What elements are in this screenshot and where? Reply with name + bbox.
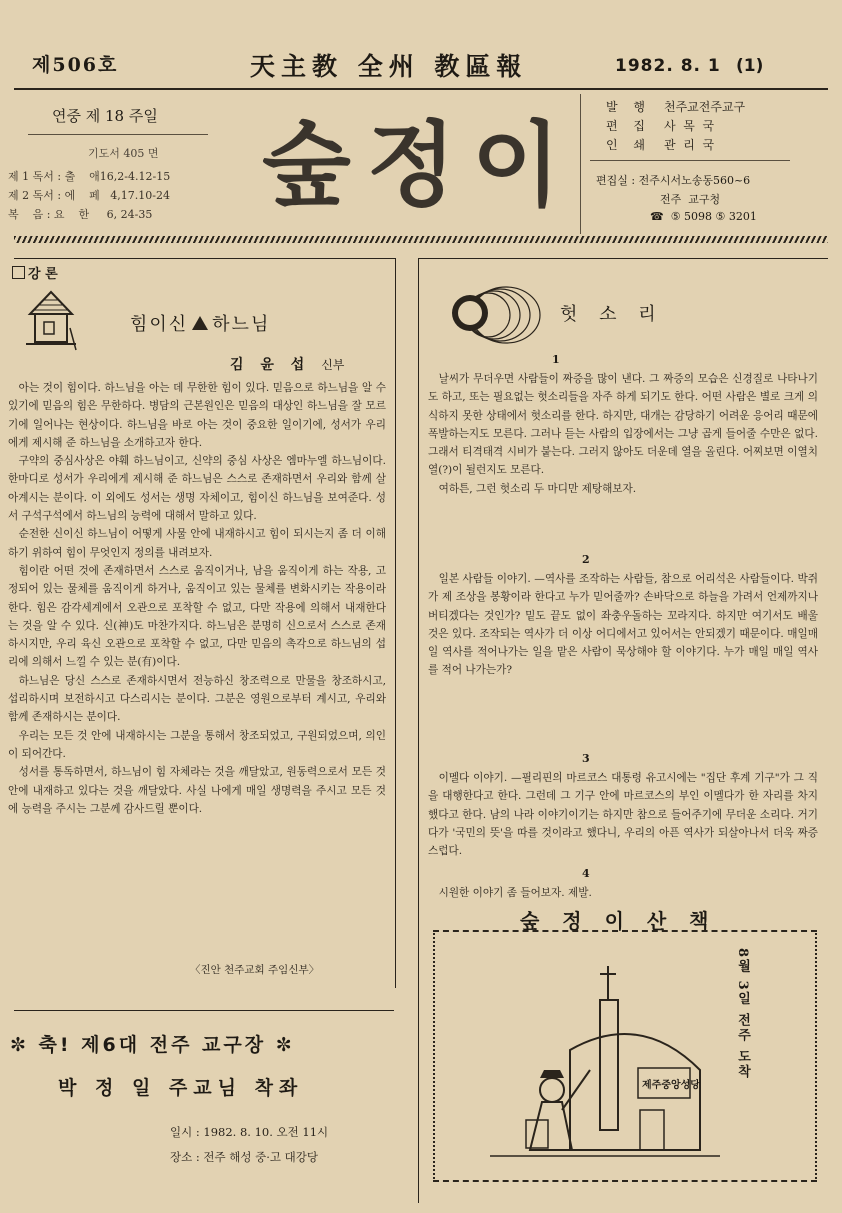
congrats-line-2: 박 정 일 주교님 착좌	[58, 1077, 304, 1099]
column-section-3: 이멜다 이야기. —필리핀의 마르코스 대통령 유고시에는 "집단 후계 기구"가 그 직을 대행한다고 한다. 그런데 그 기구 안에 마르코스의 부인 이멜다가 한 자리를 차지했다고 한다. 남의 나라 이야기이기는 하지만 참으로 들어주기에 무더운 소리다. 거기다가 '국민의 뜻'을 따를 것이라고 했다니, 우리의 아픈 역사가 되살아나서 더욱 짜증스럽다.	[428, 772, 818, 858]
hatched-rule	[14, 236, 828, 243]
reading-gospel: 복 음 : 요 한 6, 24-35	[8, 208, 153, 221]
walk-title: 숲 정 이 산 책	[520, 909, 717, 933]
column-section-2: 일본 사람들 이야기. —역사를 조작하는 사람들, 참으로 어리석은 사람들이다. 박쥐가 제 조상을 봉황이라 한다고 누가 믿어줄까? 손바닥으로 하늘을 가려서 언제까지나 버티겠다는 것인가? 밑도 끝도 없이 좌충우돌하는 꼬라지다. 하지만 여기서도 배울 것은 있다. 조작되는 역사가 더 이상 어디에서고 있어서는 안되겠기 때문이다. 매일매일 역사를 적어나가는 일을 맡은 사람이 묵상해야 할 이야기다. 누가 매일 매일 역사를 적어 나가는가?	[428, 573, 818, 677]
column-paragraph: 여하튼, 그런 헛소리 두 마디만 제탕해보자.	[438, 482, 637, 495]
paper-name: 天主教 全州 教區報	[250, 52, 528, 81]
chapel-illustration-icon	[24, 288, 78, 352]
congrats-date: 일시 : 1982. 8. 10. 오전 11시	[170, 1125, 329, 1139]
publisher-divider	[590, 160, 790, 161]
left-column-rule	[395, 258, 396, 988]
editorial-body: 아는 것이 힘이다. 하느님을 아는 데 무한한 힘이 있다. 믿음으로 하느님을 알 수 있기에 믿음의 힘은 무한하다. 병담의 근본원인은 믿음의 대상인 하느님을 잘 모르기에 일어나는 현상이다. 하느님을 바로 아는 것이 중요한 일이기에, 성서가 우리에게 제시해 준 하느님을 소개하고자 한다. 구약의 중심사상은 야훼 하느님이고, 신약의 중심 사상은 엠마누엘 하느님이다. 한마디로 성서가 우리에게 제시해 준 하느님은 스스로 존재하면서 우리와 함께 살아계시는 분이다. 이 외에도 성서는 생명 자체이고, 힘이신 하느님을 보여준다. 성서 구석구석에서 하느님의 능력에 대해서 말하고 있다. 순전한 신이신 하느님이 어떻게 사물 안에 내재하시고 힘이 되시는지 좀 더 이해하기 위하여 힘이 무엇인지 정의를 내려보자. 힘이란 어떤 것에 존재하면서 스스로 움직이거나, 남을 움직이게 하는 작용, 고정되어 있는 물체를 움직이게 하거나, 움직이고 있는 물체를 변화시키는 작용이라 한다. 힘은 감각세계에서 오관으로 포착할 수 없고, 다만 작용에 의해서 내재한다는 것을 알 수 있다. 신(神)도 마찬가지다. 하느님은 분명히 신으로서 스스로 존재하시지만, 우리 육신 오관으로 포착할 수 없고, 다만 믿음의 촉각으로 하느님의 섭리에 의해서 느낄 수 있는 분(有)이다. 하느님은 당신 스스로 존재하시면서 전능하신 창조력으로 만물을 창조하시고, 섭리하시며 보전하시고 다스리시는 분이다. 그분은 영원으로부터 계시고, 우리와 함께 존재하시는 분이다. 우리는 모든 것 안에 내재하시는 그분을 통해서 창조되었고, 구원되었으며, 의인이 되어간다. 성서를 통독하면서, 하느님이 힘 자체라는 것을 깨달았고, 원동력으로서 모든 것 안에 내재하고 있다는 것을 깨달았다. 사실 나에게 매일 생명력을 주시고 모든 것에 능력을 주시는 그분께 감사드릴 뿐이다.	[8, 382, 386, 815]
column-section-1: 날씨가 무더우면 사람들이 짜증을 많이 낸다. 그 짜증의 모습은 신경질로 나타나기도 하고, 또는 필요없는 헛소리들을 자주 하게 되기도 한다. 어떤 사람은 별로 크게 의식하지 못한 상태에서 헛소리를 한다. 하지만, 대개는 감당하기 어려운 응어리 때문에 폭발하는지도 모른다. 그러나 듣는 사람의 입장에서는 그냥 곱게 들어줄 수만은 없다. 그래서 티격태격 시비가 붙는다. 그러지 않아도 더운데 열을 올린다. 어찌보면 이열치열(?)이 될런지도 모른다. 여하튼, 그런 헛소리 두 마디만 제탕해보자.	[428, 370, 818, 498]
section-box-icon	[12, 266, 25, 279]
congrats-rule	[14, 1010, 394, 1011]
asterisk-icon: ✼	[10, 1034, 39, 1056]
editor-row: 편 집 사 목 국	[606, 119, 715, 133]
section-label: 강 론	[12, 263, 58, 282]
center-column-rule	[418, 258, 419, 1203]
masthead-divider	[580, 94, 581, 234]
issue-number: 제506호	[32, 54, 119, 76]
masthead-title: 숲정이	[262, 112, 577, 219]
column-section-4: 시원한 이야기 좀 들어보자. 제발.	[438, 887, 592, 899]
column-title: 헛 소 리	[560, 304, 664, 325]
left-column-top-rule	[14, 258, 395, 259]
editorial-address-2: 전주 교구청	[660, 193, 721, 206]
page-number: (1)	[736, 56, 764, 76]
publisher-row: 발 행 천주교전주교구	[606, 100, 746, 114]
triangle-icon	[192, 316, 208, 330]
liturgy-week: 연중 제 18 주일	[52, 107, 158, 125]
section-number: 1	[552, 353, 560, 366]
congrats-line-1: ✼ 축! 제6대 전주 교구장 ✼	[10, 1034, 295, 1056]
asterisk-icon: ✼	[266, 1034, 295, 1056]
prayer-book-ref: 기도서 405 면	[88, 147, 159, 160]
editorial-author: 김 윤 섭 신부	[230, 357, 345, 373]
liturgy-divider	[28, 134, 208, 135]
printer-row: 인 쇄 관 리 국	[606, 138, 715, 152]
top-rule	[14, 88, 828, 90]
reading-2: 제 2 독서 : 에 페 4,17.10-24	[8, 189, 170, 202]
editorial-signature: 〈진안 천주교회 주임신부〉	[190, 964, 320, 976]
section-number: 4	[582, 867, 590, 880]
section-number: 2	[582, 553, 590, 566]
editorial-address: 편집실 : 전주시서노송동560~6	[596, 174, 751, 187]
section-number: 3	[582, 752, 590, 765]
phone-numbers: ☎ ⑤ 5098 ⑤ 3201	[650, 210, 757, 223]
reading-1: 제 1 독서 : 출 애16,2-4.12-15	[8, 170, 171, 183]
congrats-place: 장소 : 전주 해성 중·고 대강당	[170, 1150, 319, 1164]
right-column-top-rule	[419, 258, 828, 259]
issue-date: 1982. 8. 1	[615, 56, 721, 76]
editorial-title: 힘이신 하느님	[130, 314, 271, 335]
column-logo-icon	[446, 283, 542, 347]
cartoon-caption: 8월 3일 전주 도착	[735, 948, 750, 1080]
cartoon-church-illustration-icon	[490, 960, 720, 1170]
church-sign: 제주중앙성당	[642, 1080, 700, 1091]
